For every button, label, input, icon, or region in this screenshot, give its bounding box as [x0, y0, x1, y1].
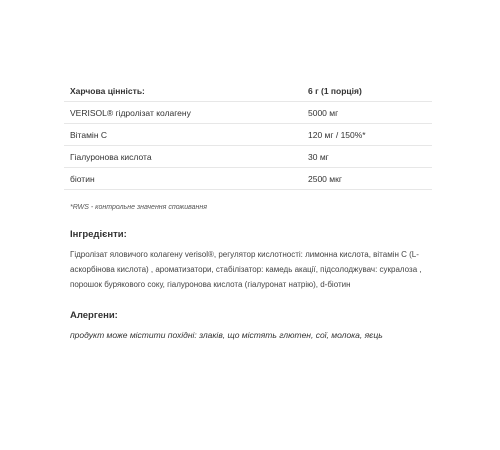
nutrient-name: Вітамін С — [64, 124, 302, 146]
nutrient-value: 2500 мкг — [302, 168, 432, 190]
product-info — [64, 80, 432, 340]
allergens-heading: Алергени: — [70, 310, 118, 321]
rws-footnote: *RWS - контрольне значення споживання — [70, 204, 207, 211]
ingredients-heading: Інгредієнти: — [70, 229, 127, 240]
nutrient-name: Харчова цінність: — [70, 85, 145, 96]
nutrient-value: 6 г (1 порція) — [308, 85, 362, 96]
table-row — [64, 168, 432, 190]
nutrient-value: 120 мг / 150%* — [302, 124, 432, 146]
ingredients-text: Гідролізат яловичого колагену verisol®, регулятор кислотності: лимонна кислота, вітамін С (L-аскорбінова кислота) , ароматизатори, стабілізатор: камедь акації, підсолоджувач: сукралоза , порошок бурякового соку, гіалуронова кислота (гіалуронат натрію), d-біотин — [70, 250, 422, 289]
table-row — [64, 124, 432, 146]
table-row — [64, 102, 432, 124]
nutrient-name: біотин — [64, 168, 302, 190]
table-row — [64, 146, 432, 168]
nutrient-name: Гіалуронова кислота — [64, 146, 302, 168]
allergens-text: продукт може містити похідні: злаків, що містять глютен, сої, молока, яєць — [70, 330, 383, 340]
nutrient-name: VERISOL® гідролізат колагену — [64, 102, 302, 124]
table-row — [64, 80, 432, 102]
nutrition-table — [64, 80, 432, 190]
nutrient-value: 5000 мг — [302, 102, 432, 124]
nutrient-value: 30 мг — [302, 146, 432, 168]
